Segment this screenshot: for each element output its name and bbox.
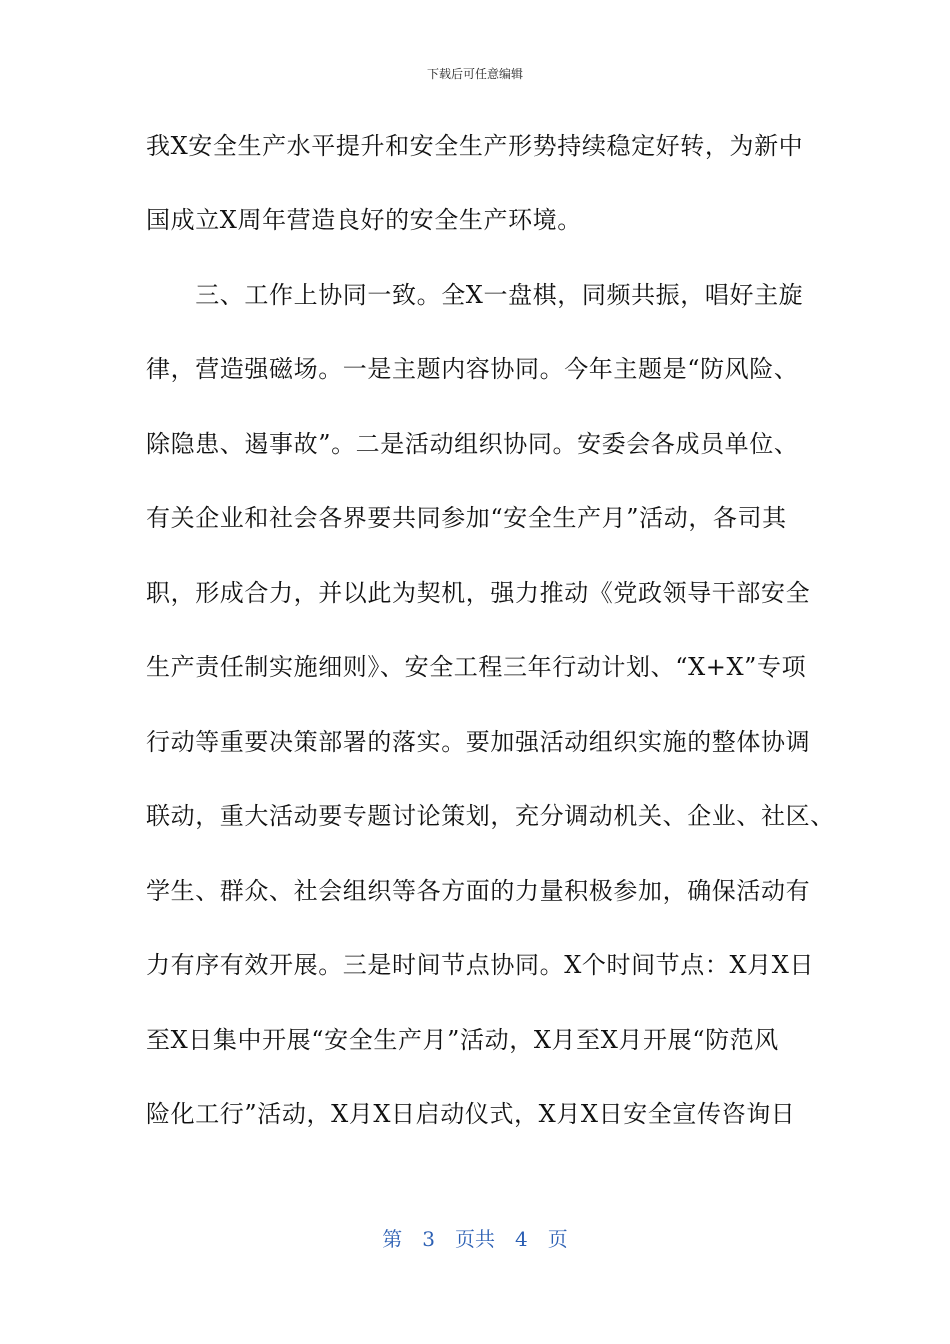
body-line: 除隐患、遏事故”。二是活动组织协同。安委会各成员单位、 — [146, 430, 799, 458]
page-header: 下载后可任意编辑 — [426, 67, 523, 81]
body-line: 三、工作上协同一致。全X一盘棋，同频共振，唱好主旋 — [146, 281, 804, 309]
body-line: 国成立X周年营造良好的安全生产环境。 — [146, 206, 582, 234]
body-line: 职，形成合力，并以此为契机，强力推动《党政领导干部安全 — [146, 579, 811, 607]
body-line: 有关企业和社会各界要共同参加“安全生产月”活动，各司其 — [146, 504, 787, 532]
body-line: 联动，重大活动要专题讨论策划，充分调动机关、企业、社区、 — [146, 802, 835, 830]
body-line: 我X安全生产水平提升和安全生产形势持续稳定好转，为新中 — [146, 132, 804, 160]
body-line: 力有序有效开展。三是时间节点协同。X个时间节点：X月X日 — [146, 951, 815, 979]
body-line: 至X日集中开展“安全生产月”活动，X月至X月开展“防范风 — [146, 1026, 779, 1054]
body-line: 险化工行”活动，X月X日启动仪式，X月X日安全宣传咨询日 — [146, 1100, 796, 1128]
body-line: 生产责任制实施细则》、安全工程三年行动计划、“X+X”专项 — [146, 653, 807, 681]
body-line: 律，营造强磁场。一是主题内容协同。今年主题是“防风险、 — [146, 355, 799, 383]
page-number-footer: 第 3 页共 4 页 — [382, 1227, 568, 1251]
body-line: 行动等重要决策部署的落实。要加强活动组织实施的整体协调 — [146, 728, 811, 756]
body-line: 学生、群众、社会组织等各方面的力量积极参加，确保活动有 — [146, 877, 811, 905]
